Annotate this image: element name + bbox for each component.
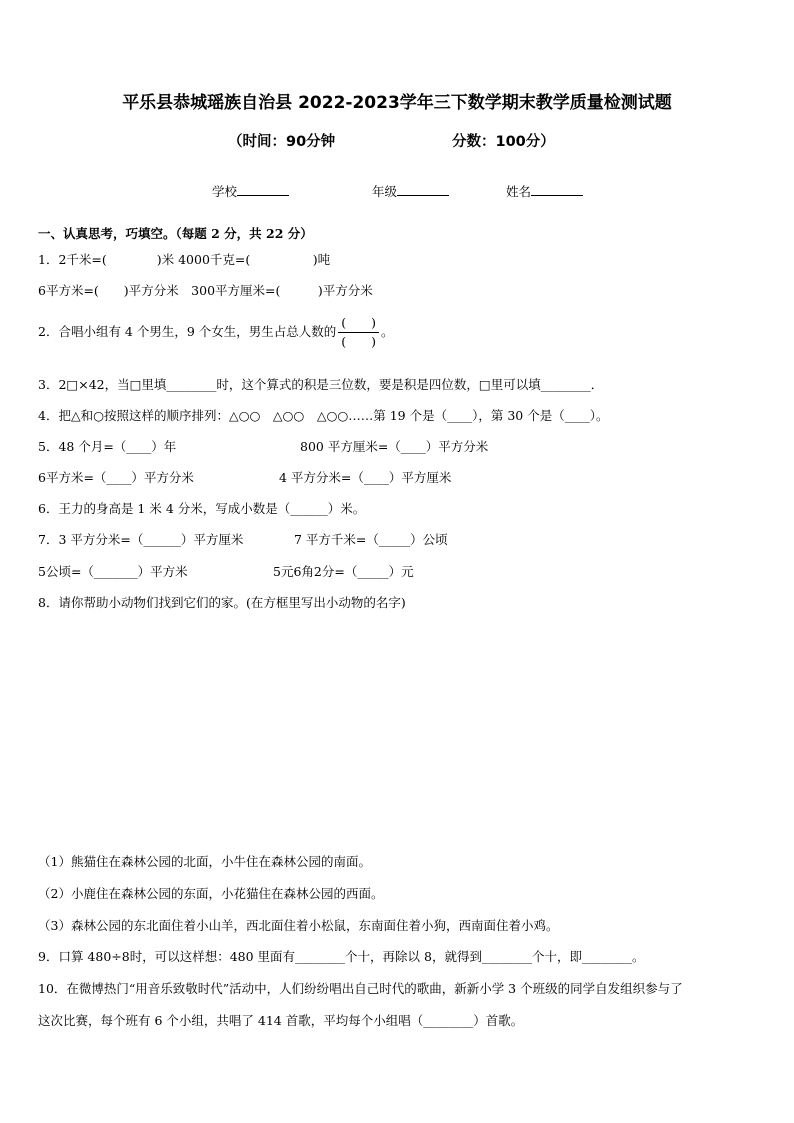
exam-time: （时间：90分钟 <box>228 134 336 150</box>
school-blank[interactable] <box>237 183 289 196</box>
question-10a: 10．在微博热门“用音乐致敬时代”活动中，人们纷纷唱出自己时代的歌曲，新新小学 3 个班级的同学自发组织参与了 <box>38 981 683 996</box>
hint-1: （1）熊猫住在森林公园的北面，小牛住在森林公园的南面。 <box>38 854 371 869</box>
school-field[interactable] <box>212 182 289 200</box>
question-1a: 1．2千米=( )米 4000千克=( )吨 <box>38 252 331 267</box>
question-6: 6．王力的身高是 1 米 4 分米，写成小数是（______）米。 <box>38 501 366 516</box>
question-2-text: 2．合唱小组有 4 个男生，9 个女生，男生占总人数的 <box>38 324 337 339</box>
question-7a: 7．3 平方分米=（______）平方厘米 <box>38 532 244 547</box>
question-10b: 这次比赛，每个班有 6 个小组，共唱了 414 首歌，平均每个小组唱（________）首歌。 <box>38 1013 524 1028</box>
exam-score: 分数：100分） <box>452 134 555 150</box>
question-4: 4．把△和○按照这样的顺序排列：△○○ △○○ △○○……第 19 个是（____），第 30 个是（____）。 <box>38 408 609 423</box>
section-heading: 一、认真思考，巧填空。（每题 2 分，共 22 分） <box>38 226 313 241</box>
question-2-end: 。 <box>381 324 394 339</box>
forest-park-map <box>0 620 794 845</box>
question-5d: 4 平方分米=（____）平方厘米 <box>279 470 452 485</box>
question-5c: 6平方米=（____）平方分米 <box>38 470 194 485</box>
question-5a: 5．48 个月=（____）年 <box>38 439 177 454</box>
question-9: 9．口算 480÷8时，可以这样想：480 里面有________个十，再除以 8，就得到________个十，即________。 <box>38 949 645 964</box>
question-8: 8．请你帮助小动物们找到它们的家。(在方框里写出小动物的名字) <box>38 595 406 610</box>
fraction-answer[interactable] <box>338 314 379 351</box>
question-7c: 5公顷=（_______）平方米 <box>38 564 188 579</box>
name-label: 姓名 <box>506 184 532 199</box>
fraction-denominator: ( ) <box>341 334 377 349</box>
grade-label: 年级 <box>372 184 398 199</box>
grade-blank[interactable] <box>397 183 449 196</box>
name-blank[interactable] <box>531 183 583 196</box>
question-7d: 5元6角2分=（_____）元 <box>273 564 414 579</box>
hint-2: （2）小鹿住在森林公园的东面，小花猫住在森林公园的西面。 <box>38 886 384 901</box>
grade-field[interactable] <box>372 182 449 200</box>
fraction-numerator: ( ) <box>338 314 379 333</box>
page-title: 平乐县恭城瑶族自治县 2022-2023学年三下数学期末教学质量检测试题 <box>122 93 672 113</box>
hint-3: （3）森林公园的东北面住着小山羊，西北面住着小松鼠，东南面住着小狗，西南面住着小鸡。 <box>38 918 559 933</box>
question-5b: 800 平方厘米=（____）平方分米 <box>300 439 489 454</box>
question-3: 3．2□×42，当□里填________时，这个算式的积是三位数，要是积是四位数，□里可以填________． <box>38 377 604 392</box>
name-field[interactable] <box>506 182 583 200</box>
question-7b: 7 平方千米=（_____）公顷 <box>294 532 448 547</box>
school-label: 学校 <box>212 184 238 199</box>
question-2 <box>38 314 394 351</box>
question-1b: 6平方米=( )平方分米 300平方厘米=( )平方分米 <box>38 283 373 298</box>
